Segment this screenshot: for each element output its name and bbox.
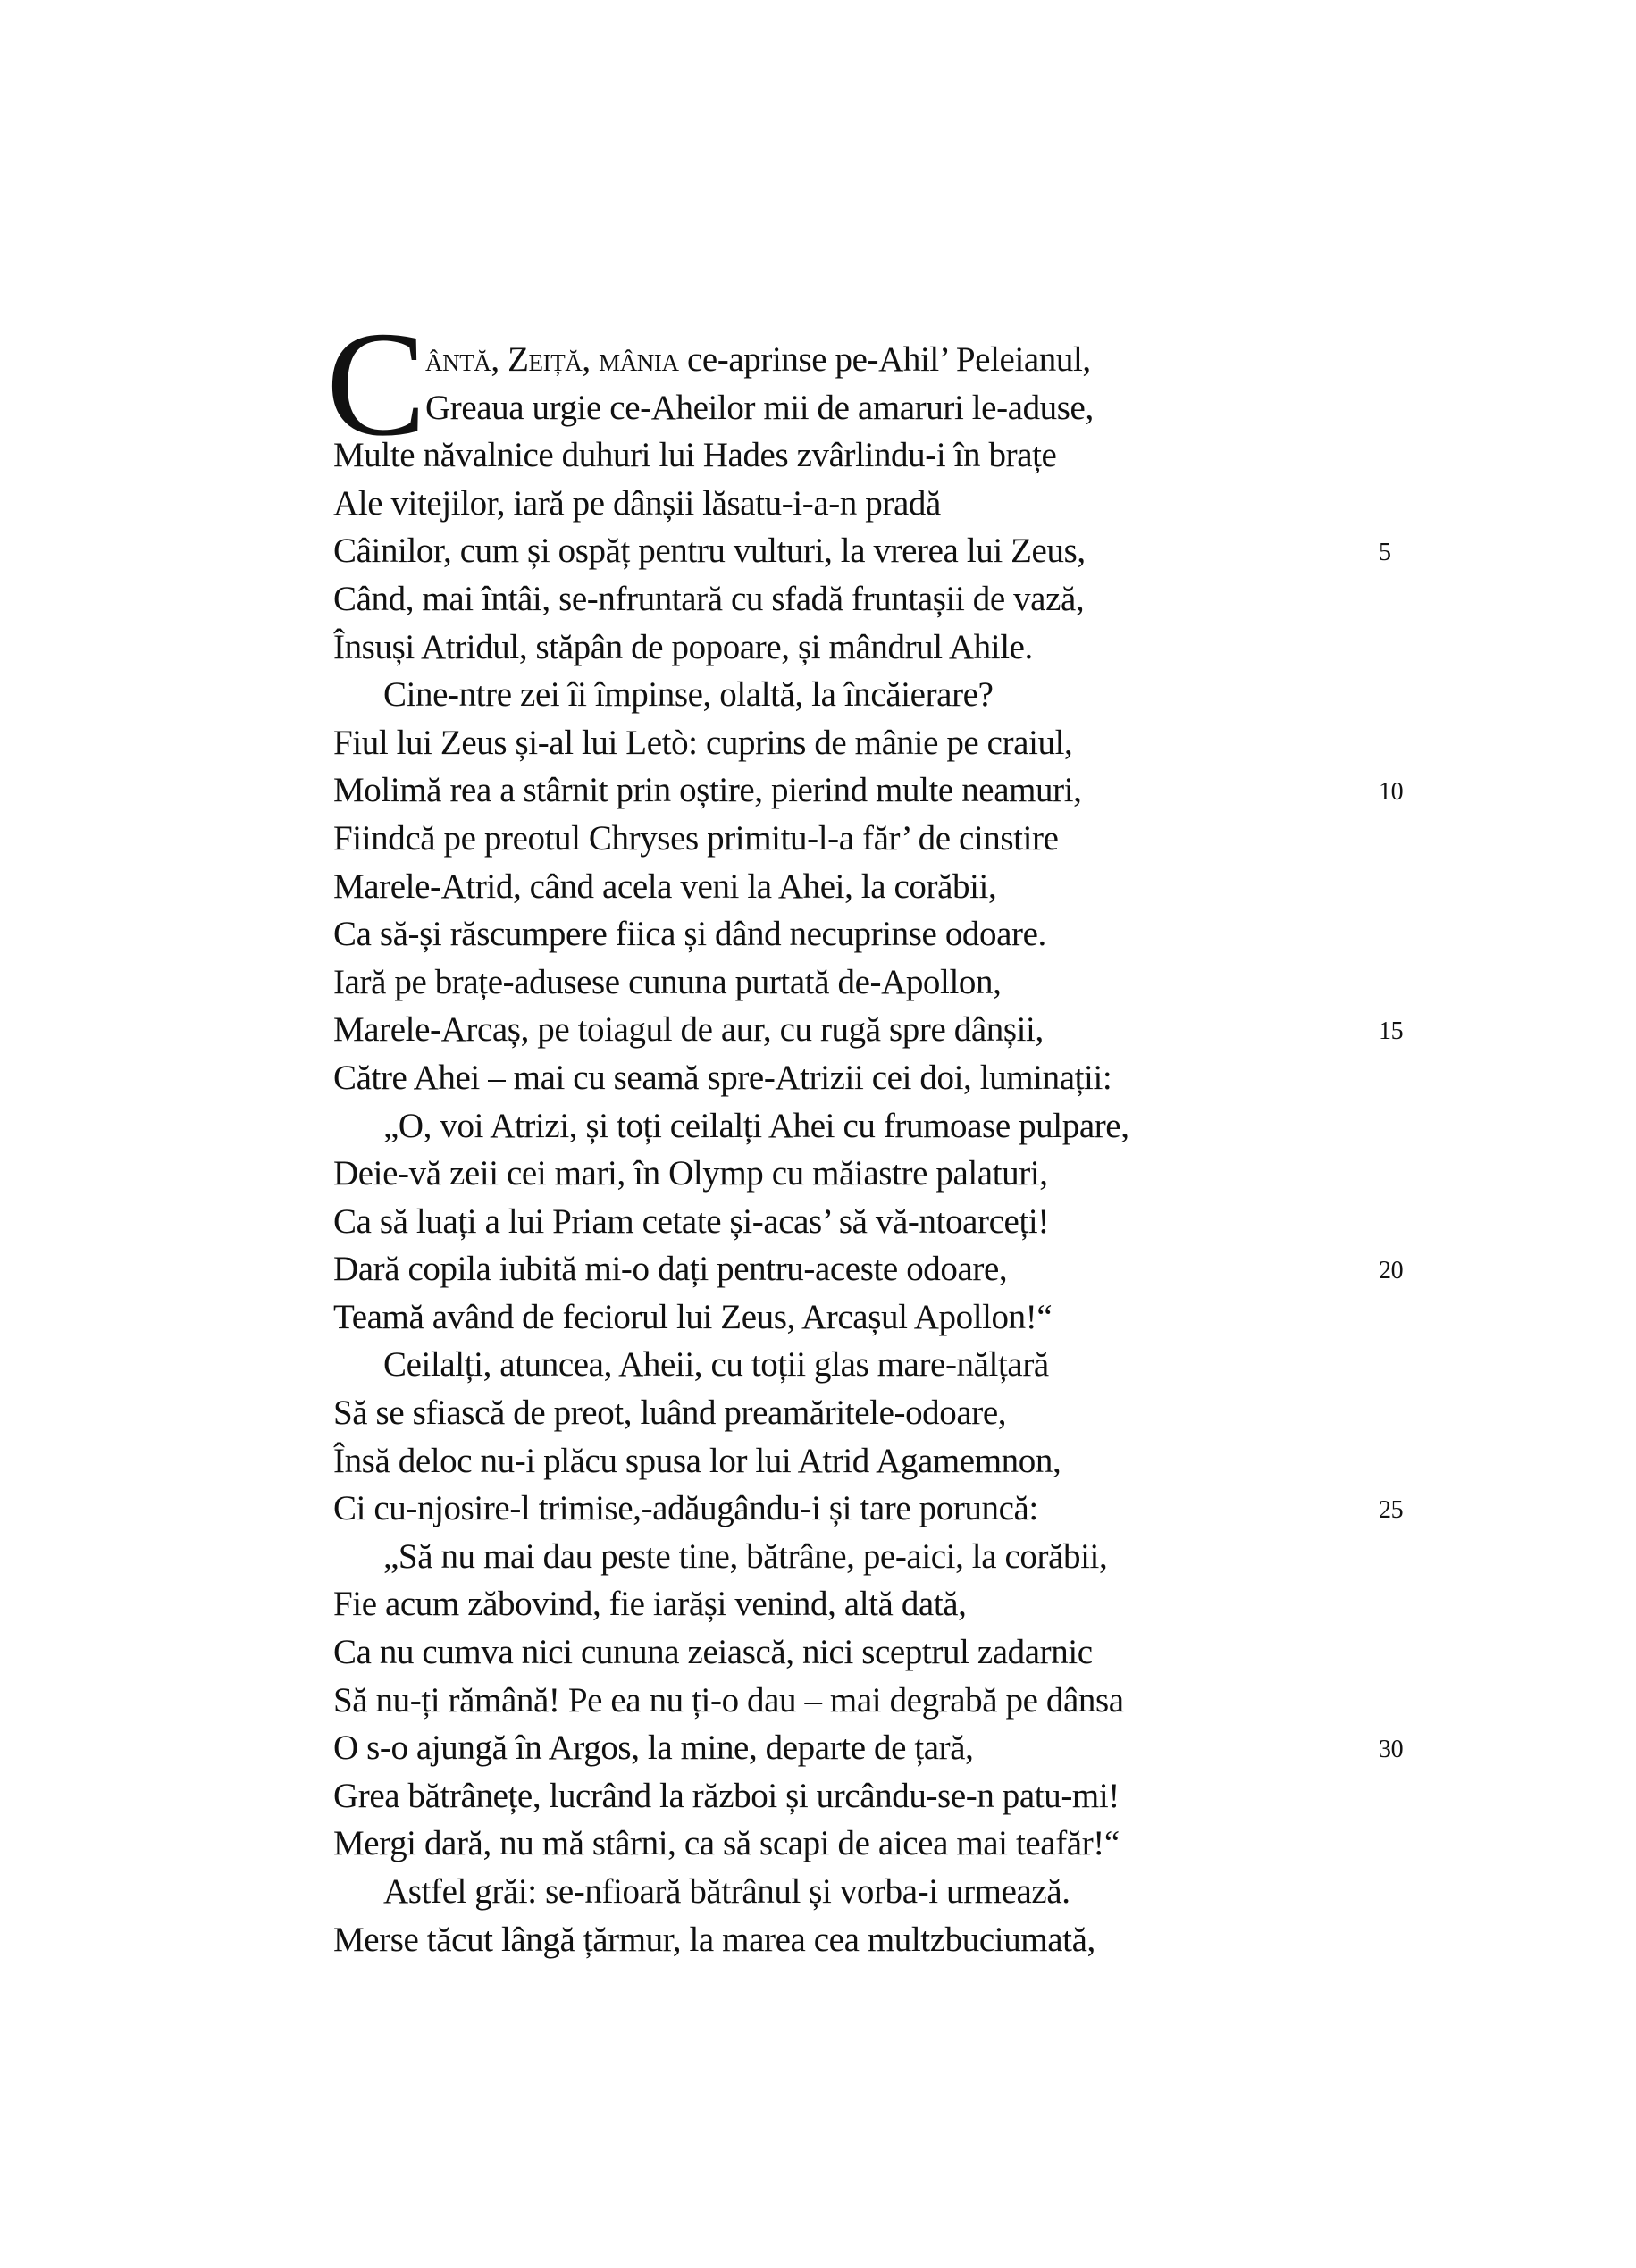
poem-body (326, 301, 1495, 1963)
poem-line (333, 1198, 1495, 1246)
poem-line (333, 1006, 1495, 1054)
line-text: Fiindcă pe preotul Chryses primitu-l-a făr’ de cinstire (333, 818, 1059, 858)
line-text: Ceilalți, atuncea, Aheii, cu toții glas mare-nălțară (383, 1345, 1049, 1385)
poem-line (333, 1916, 1495, 1964)
line-text: Când, mai întâi, se-nfruntară cu sfadă fruntașii de vază, (333, 579, 1085, 618)
line-text: Ca să luați a lui Priam cetate și-acas’ să vă-ntoarceți! (333, 1201, 1049, 1241)
line-text: Ci cu-njosire-l trimise,-adăugându-i și tare poruncă: (333, 1489, 1038, 1528)
line-text: Merse tăcut lângă țărmur, la marea cea multzbuciumată, (333, 1920, 1095, 1959)
line-number: 5 (1379, 539, 1391, 567)
line-text: Însă deloc nu-i plăcu spusa lor lui Atrid Agamemnon, (333, 1441, 1061, 1480)
poem-line (333, 575, 1495, 623)
line-text: Ca nu cumva nici cununa zeiască, nici sceptrul zadarnic (333, 1633, 1093, 1672)
line-text: Mergi dară, nu mă stârni, ca să scapi de aicea mai teafăr!“ (333, 1824, 1120, 1863)
poem-line (333, 958, 1495, 1007)
line-text: Să nu-ți rămână! Pe ea nu ți-o dau – mai degrabă pe dânsa (333, 1680, 1124, 1720)
line-text: Astfel grăi: se-nfioară bătrânul și vorba-i urmează. (383, 1872, 1070, 1911)
poem-line (333, 527, 1495, 575)
line-text: Fie acum zăbovind, fie iarăși venind, altă dată, (333, 1585, 967, 1624)
line-text: „Să nu mai dau peste tine, bătrâne, pe-aici, la corăbii, (383, 1536, 1108, 1576)
line-text: Deie-vă zeii cei mari, în Olymp cu măiastre palaturi, (333, 1154, 1048, 1193)
poem-line (333, 1389, 1495, 1437)
line-text: Către Ahei – mai cu seamă spre-Atrizii cei doi, luminații: (333, 1058, 1112, 1097)
line-text: O s-o ajungă în Argos, la mine, departe de țară, (333, 1728, 974, 1768)
line-number: 20 (1379, 1257, 1404, 1285)
line-text: Marele-Arcaș, pe toiagul de aur, cu rugă spre dânșii, (333, 1010, 1044, 1050)
poem-line (333, 1533, 1495, 1581)
poem-line (333, 623, 1495, 672)
line-text: Cine-ntre zei îi împinse, olaltă, la încăierare? (383, 675, 994, 715)
line-text: Teamă având de feciorul lui Zeus, Arcașul Apollon!“ (333, 1297, 1053, 1336)
poem-line (333, 719, 1495, 767)
poem-line (333, 431, 1495, 480)
poem-line (333, 384, 1495, 432)
poem-line (333, 863, 1495, 911)
first-line-small-caps: ântă, Zeiță, mânia (425, 340, 679, 379)
line-text: Să se sfiască de preot, luând preamăritele-odoare, (333, 1393, 1007, 1433)
poem-line (333, 910, 1495, 958)
poem-line (333, 1293, 1495, 1342)
line-text: Grea bătrânețe, lucrând la război și urcându-se-n patu-mi! (333, 1776, 1120, 1815)
drop-cap: C (326, 301, 427, 467)
line-text: Câinilor, cum și ospăț pentru vulturi, la vrerea lui Zeus, (333, 531, 1086, 571)
poem-line (333, 1580, 1495, 1628)
line-text: Ca să-și răscumpere fiica și dând necuprinse odoare. (333, 915, 1046, 954)
line-text: Ale vitejilor, iară pe dânșii lăsatu-i-a-n pradă (333, 483, 941, 523)
poem-line (333, 336, 1495, 384)
line-text: Însuși Atridul, stăpân de popoare, și mândrul Ahile. (333, 627, 1033, 666)
line-text: Fiul lui Zeus și-al lui Letò: cuprins de mânie pe craiul, (333, 723, 1073, 762)
line-text: Greaua urgie ce-Aheilor mii de amaruri le-aduse, (425, 388, 1094, 427)
poem-line (333, 1628, 1495, 1677)
poem-line (333, 1150, 1495, 1198)
poem-line (333, 1820, 1495, 1868)
poem-line (333, 1724, 1495, 1772)
poem-line (333, 1341, 1495, 1389)
line-text: Dară copila iubită mi-o dați pentru-aceste odoare, (333, 1250, 1008, 1289)
poem-line (333, 1245, 1495, 1293)
line-number: 30 (1379, 1736, 1404, 1764)
line-text: Iară pe brațe-adusese cununa purtată de-Apollon, (333, 962, 1002, 1001)
poem-line (333, 815, 1495, 863)
line-text: Molimă rea a stârnit prin oștire, pierind multe neamuri, (333, 771, 1082, 810)
poem-line (333, 1485, 1495, 1533)
line-number: 25 (1379, 1496, 1404, 1525)
line-text: Marele-Atrid, când acela veni la Ahei, la corăbii, (333, 866, 997, 906)
line-number: 15 (1379, 1017, 1404, 1046)
poem-line (333, 1054, 1495, 1102)
poem-line (333, 480, 1495, 528)
poem-line (333, 1772, 1495, 1820)
first-line-rest: ce-aprinse pe-Ahil’ Peleianul, (678, 340, 1091, 379)
poem-line (333, 671, 1495, 719)
poem-line (333, 1102, 1495, 1151)
poem-line (333, 1677, 1495, 1725)
poem-line (333, 1868, 1495, 1916)
line-text: Multe năvalnice duhuri lui Hades zvârlindu-i în brațe (333, 436, 1057, 475)
line-number: 10 (1379, 778, 1404, 807)
poem-line (333, 766, 1495, 815)
poem-line (333, 1437, 1495, 1485)
line-text: „O, voi Atrizi, și toți ceilalți Ahei cu frumoase pulpare, (383, 1106, 1129, 1145)
